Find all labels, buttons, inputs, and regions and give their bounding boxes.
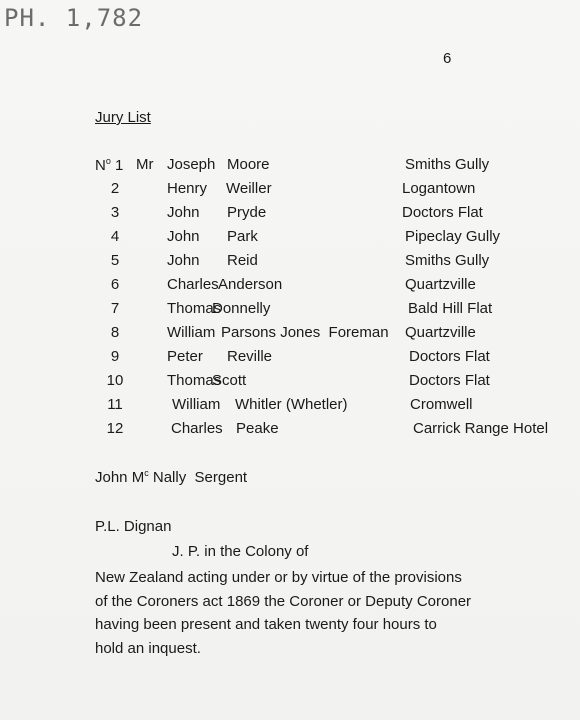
juror-number: 8 (110, 324, 120, 341)
juror-last-name: Pryde (227, 204, 267, 221)
juror-first-name: William (167, 324, 216, 341)
juror-first-name: Charles (167, 276, 219, 293)
juror-place: Carrick Range Hotel (413, 420, 549, 437)
juror-first-name: Peter (167, 348, 203, 365)
juror-number: 9 (110, 348, 120, 365)
juror-row (0, 300, 580, 324)
archive-stamp: PH. 1,782 (4, 4, 144, 32)
juror-first-name: Thomas (167, 300, 222, 317)
juror-last-name: Parsons Jones Foreman (221, 324, 389, 341)
page-number: 6 (443, 50, 452, 67)
juror-first-name: John (167, 228, 200, 245)
juror-place: Bald Hill Flat (408, 300, 493, 317)
juror-number: 4 (110, 228, 120, 245)
sergent-sup: c (144, 468, 149, 478)
signer-name: P.L. Dignan (95, 518, 172, 535)
juror-last-name: Park (227, 228, 258, 245)
juror-number: 3 (110, 204, 120, 221)
jp-line: J. P. in the Colony of (172, 543, 309, 560)
juror-place: Quartzville (405, 276, 476, 293)
juror-row (0, 348, 580, 372)
juror-last-name: Peake (236, 420, 279, 437)
juror-last-name: Whitler (Whetler) (235, 396, 348, 413)
juror-last-name: Weiller (226, 180, 272, 197)
juror-number: 7 (110, 300, 120, 317)
juror-row (0, 204, 580, 228)
juror-first-name: Joseph (167, 156, 216, 173)
juror-row (0, 276, 580, 300)
paragraph-line: New Zealand acting under or by virtue of the provisions (95, 569, 462, 586)
juror-place: Doctors Flat (409, 372, 490, 389)
juror-first-name: John (167, 252, 200, 269)
juror-first-name: William (172, 396, 221, 413)
sergent-rest: Nally Sergent (148, 469, 248, 486)
juror-number: 11 (107, 396, 123, 413)
juror-last-name: Anderson (218, 276, 283, 293)
juror-last-name: Donnelly (212, 300, 271, 317)
juror-number: 10 (106, 372, 124, 389)
juror-number: 5 (110, 252, 120, 269)
juror-first-name: John (167, 204, 200, 221)
juror-place: Smiths Gully (405, 252, 490, 269)
juror-number: $N^o$ 1 (95, 156, 124, 174)
juror-last-name: Reid (227, 252, 258, 269)
juror-row (0, 228, 580, 252)
paragraph-line: hold an inquest. (95, 639, 201, 657)
juror-place: Pipeclay Gully (405, 228, 501, 245)
juror-row (0, 180, 580, 204)
sergent-prefix: John M (95, 469, 145, 486)
juror-row (0, 324, 580, 348)
juror-title: Mr (136, 156, 154, 173)
juror-first-name: Henry (167, 180, 208, 197)
juror-number: 12 (106, 420, 124, 437)
juror-row (0, 156, 580, 180)
juror-last-name: Scott (212, 372, 247, 389)
juror-place: Doctors Flat (402, 204, 483, 221)
page-title: Jury List (95, 109, 151, 126)
juror-row (0, 252, 580, 276)
body-paragraph (95, 566, 535, 660)
paragraph-line: of the Coroners act 1869 the Coroner or Deputy Coroner (95, 592, 472, 610)
juror-number: 2 (110, 180, 120, 197)
juror-place: Quartzville (405, 324, 476, 341)
juror-row (0, 396, 580, 420)
juror-place: Smiths Gully (405, 156, 490, 173)
sergent-line (95, 468, 247, 486)
juror-place: Cromwell (410, 396, 473, 413)
juror-row (0, 372, 580, 396)
juror-last-name: Reville (227, 348, 273, 365)
juror-first-name: Charles (171, 420, 223, 437)
juror-last-name: Moore (227, 156, 270, 173)
juror-first-name: Thomas (167, 372, 222, 389)
juror-place: Doctors Flat (409, 348, 490, 365)
juror-number: 6 (110, 276, 120, 293)
juror-row (0, 420, 580, 444)
juror-place: Logantown (402, 180, 476, 197)
paragraph-line: having been present and taken twenty four hours to (95, 616, 437, 633)
